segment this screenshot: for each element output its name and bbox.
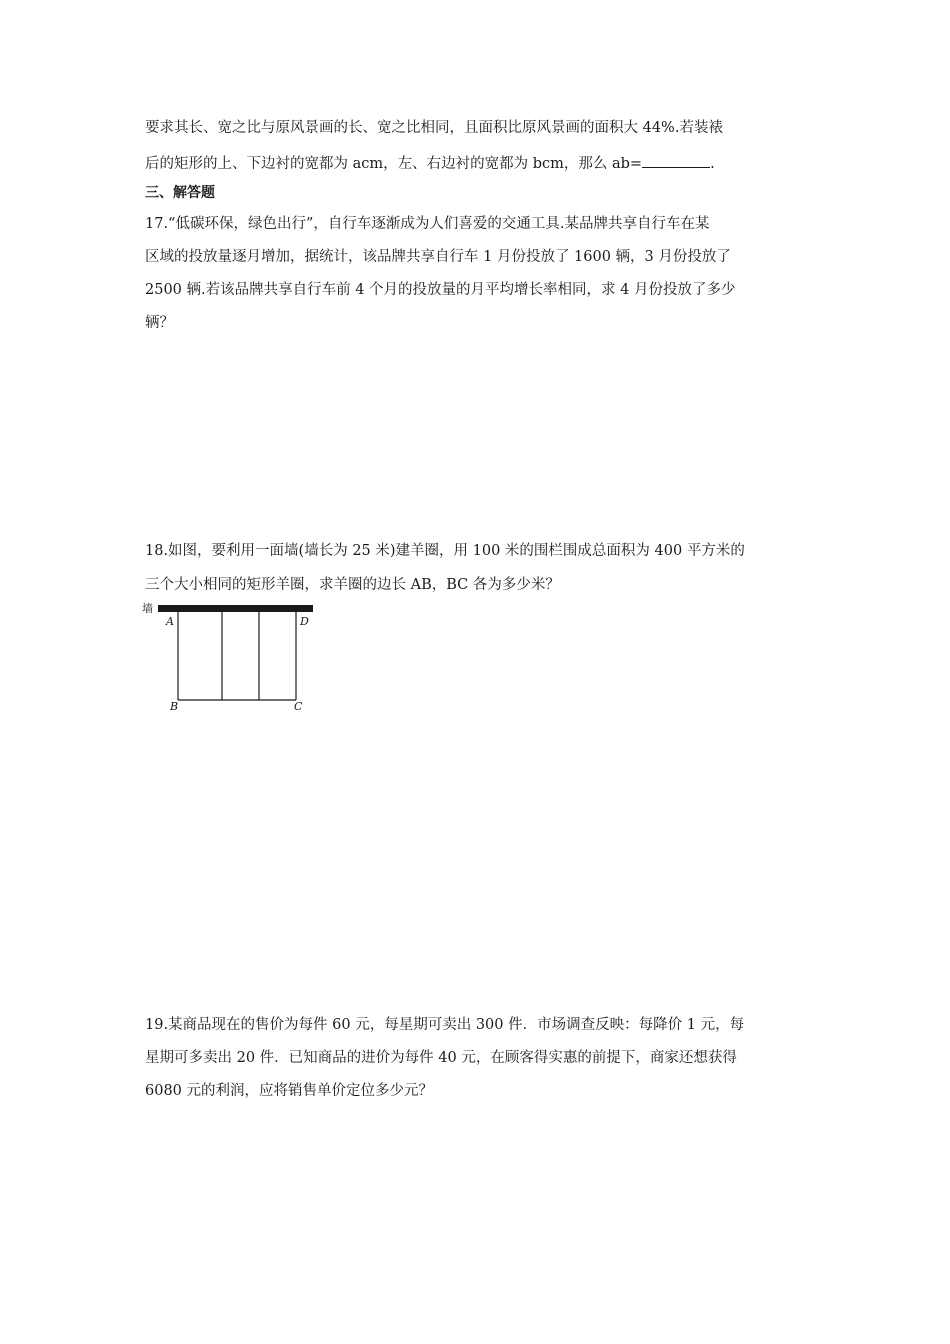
section-heading: 三、解答题	[145, 185, 215, 201]
q17-line-4: 辆？	[145, 315, 174, 331]
q16-line-1: 要求其长、宽之比与原风景画的长、宽之比相同，且面积比原风景画的面积大 44%.若装裱	[145, 120, 723, 136]
q19-line-3: 6080 元的利润，应将销售单价定位多少元？	[145, 1083, 434, 1099]
q19-line-2: 星期可多卖出 20 件．已知商品的进价为每件 40 元，在顾客得实惠的前提下，商家还想获得	[145, 1050, 737, 1066]
q17-line-2: 区域的投放量逐月增加，据统计，该品牌共享自行车 1 月份投放了 1600 辆，3 月份投放了	[145, 249, 731, 265]
point-a-label: A	[166, 615, 174, 628]
point-d-label: D	[300, 615, 309, 628]
q16-line-2-text: 后的矩形的上、下边衬的宽都为 acm，左、右边衬的宽都为 bcm，那么 ab=	[145, 156, 643, 172]
q16-line-2	[145, 153, 815, 174]
point-b-label: B	[170, 700, 179, 713]
wall-bar	[158, 605, 313, 612]
sheep-pen-figure	[138, 598, 318, 718]
q19-line-1: 19.某商品现在的售价为每件 60 元，每星期可卖出 300 件．市场调查反映：每降价 1 元，每	[145, 1017, 745, 1033]
answer-blank	[642, 153, 710, 168]
q18-line-1: 18.如图，要利用一面墙(墙长为 25 米)建羊圈，用 100 米的围栏围成总面积为 400 平方米的	[145, 543, 745, 559]
q18-line-2: 三个大小相同的矩形羊圈，求羊圈的边长 AB，BC 各为多少米？	[145, 577, 560, 593]
wall-label: 墙	[142, 602, 153, 615]
q16-line-2-end: .	[710, 156, 715, 172]
q17-line-3: 2500 辆.若该品牌共享自行车前 4 个月的投放量的月平均增长率相同，求 4 月份投放了多少	[145, 282, 736, 298]
point-c-label: C	[294, 700, 303, 713]
q17-line-1: 17.“低碳环保，绿色出行”，自行车逐渐成为人们喜爱的交通工具.某品牌共享自行车在某	[145, 216, 710, 232]
